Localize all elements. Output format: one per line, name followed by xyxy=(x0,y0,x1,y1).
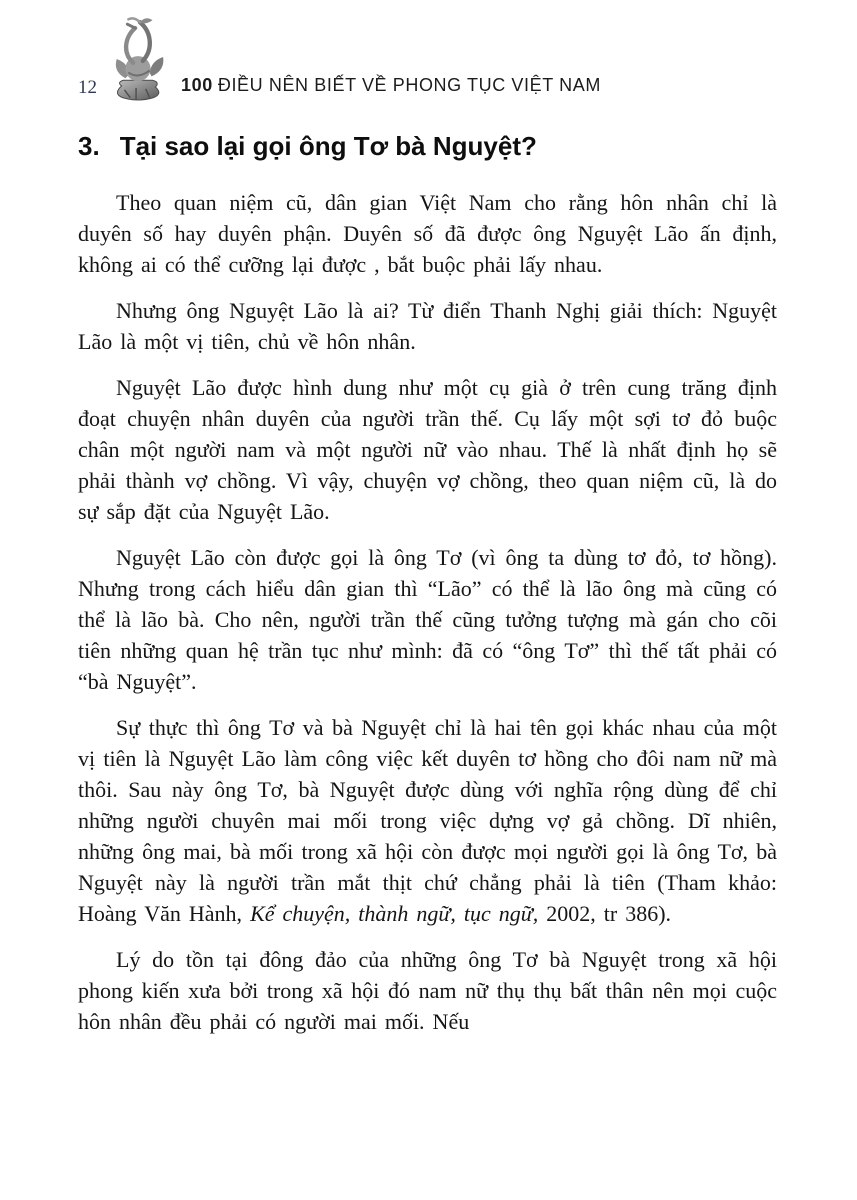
paragraph-2 xyxy=(78,295,777,357)
paragraph-6-text: Lý do tồn tại đông đảo của những ông Tơ bà Nguyệt trong xã hội phong kiến xưa bởi trong xã hội đó nam nữ thụ thụ bất thân nên mọi cuộc hôn nhân đều phải có người mai mối. Nếu xyxy=(78,947,777,1034)
body-text xyxy=(78,187,777,1037)
paragraph-6 xyxy=(78,944,777,1037)
paragraph-5-text: Sự thực thì ông Tơ và bà Nguyệt chỉ là hai tên gọi khác nhau của một vị tiên là Nguyệt Lão làm công việc kết duyên tơ hồng cho đôi nam nữ mà thôi. Sau này ông Tơ, bà Nguyệt được dùng với nghĩa rộng dùng để chỉ những người chuyên mai mối trong việc dựng vợ gả chồng. Dĩ nhiên, những ông mai, bà mối trong xã hội còn được mọi người gọi là ông Tơ, bà Nguyệt này là người trần mắt thịt chứ chẳng phải là tiên (Tham khảo: Hoàng Văn Hành, xyxy=(78,715,777,926)
paragraph-4 xyxy=(78,542,777,697)
citation-book-title-italic: Kể chuyện, thành ngữ, tục ngữ, xyxy=(250,901,539,926)
paragraph-5-citation xyxy=(78,712,777,929)
section-heading xyxy=(78,131,777,162)
paragraph-1-text: Theo quan niệm cũ, dân gian Việt Nam cho rằng hôn nhân chỉ là duyên số hay duyên phận. Duyên số đã được ông Nguyệt Lão ấn định, không ai có thể cưỡng lại được , bắt buộc phải lấy nhau. xyxy=(78,190,777,277)
book-title-number: 100 xyxy=(181,75,213,95)
page-number: 12 xyxy=(78,77,97,98)
book-title-text: ĐIỀU NÊN BIẾT VỀ PHONG TỤC VIỆT NAM xyxy=(217,75,601,95)
page-header xyxy=(78,14,777,102)
section-title-text: Tại sao lại gọi ông Tơ bà Nguyệt? xyxy=(119,131,537,161)
paragraph-1 xyxy=(78,187,777,280)
paragraph-4-text: Nguyệt Lão còn được gọi là ông Tơ (vì ông ta dùng tơ đỏ, tơ hồng). Nhưng trong cách hiểu dân gian thì “Lão” có thể là lão ông mà cũng có thể là lão bà. Cho nên, người trần thế cũng tưởng tượng mà gán cho cõi tiên những quan hệ trần tục như mình: đã có “ông Tơ” thì thế tất phải có “bà Nguyệt”. xyxy=(78,545,777,694)
paragraph-2-text: Nhưng ông Nguyệt Lão là ai? Từ điển Thanh Nghị giải thích: Nguyệt Lão là một vị tiên, chủ về hôn nhân. xyxy=(78,298,777,354)
paragraph-3 xyxy=(78,372,777,527)
section-number: 3. xyxy=(78,131,100,161)
book-header-title xyxy=(181,75,601,102)
paragraph-3-text: Nguyệt Lão được hình dung như một cụ già ở trên cung trăng định đoạt chuyện nhân duyên của người trần thế. Cụ lấy một sợi tơ đỏ buộc chân một người nam và một người nữ vào nhau. Thế là nhất định họ sẽ phải thành vợ chồng. Vì vậy, chuyện vợ chồng, theo quan niệm cũ, là do sự sắp đặt của Nguyệt Lão. xyxy=(78,375,777,524)
citation-year-page: 2002, tr 386). xyxy=(538,901,672,926)
crane-statue-ornament-icon xyxy=(109,14,167,102)
